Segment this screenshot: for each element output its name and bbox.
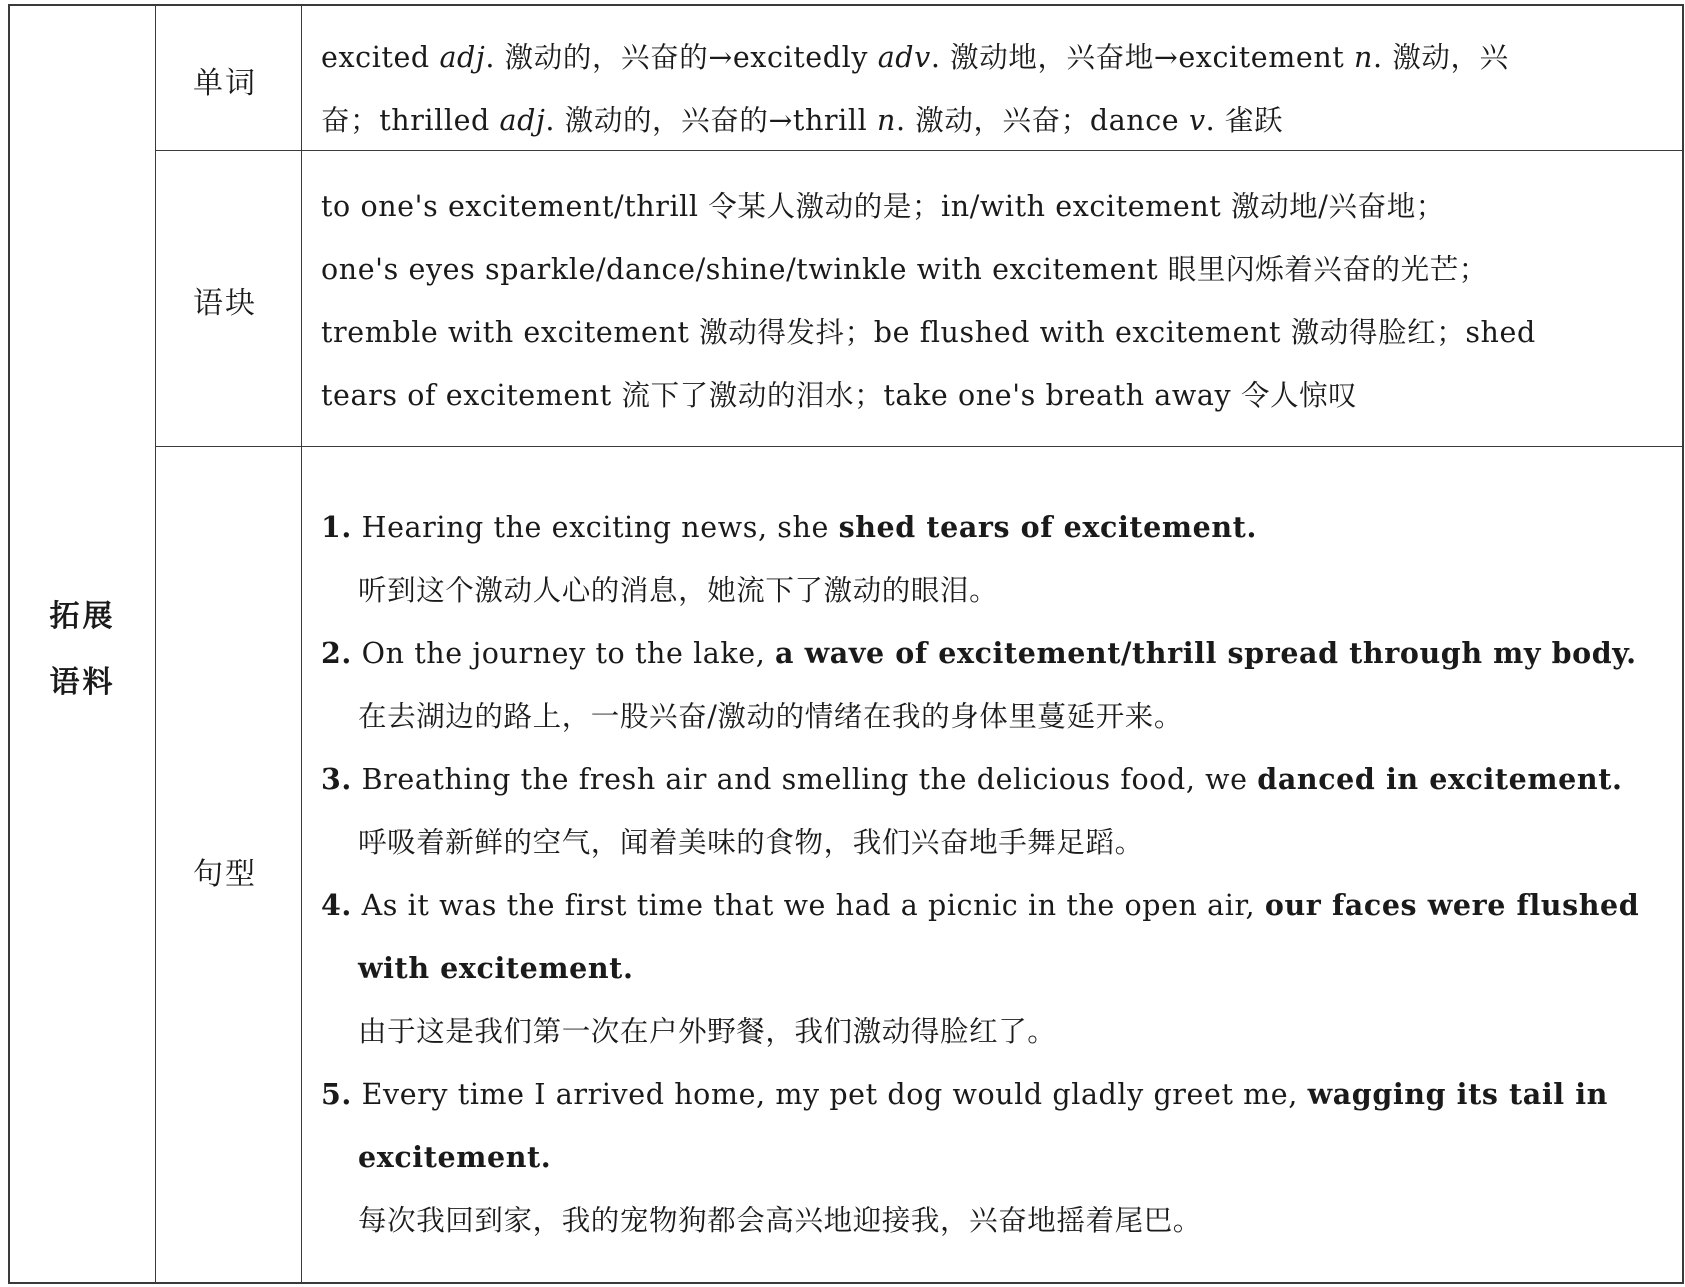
key-expression: danced in excitement.: [1257, 762, 1623, 796]
sentence-chinese: 在去湖边的路上，一股兴奋/激动的情绪在我的身体里蔓延开来。: [358, 700, 1184, 733]
sentence-number: 2.: [321, 636, 352, 670]
sentence-english: 5. Every time I arrived home, my pet dog would gladly greet me, wagging its tail in: [321, 1077, 1608, 1111]
sentence-english: 3. Breathing the fresh air and smelling the delicious food, we danced in excitement.: [321, 762, 1623, 796]
part-of-speech: v: [1188, 104, 1206, 137]
sentences-cell: [321, 496, 1668, 1252]
column-divider: [301, 6, 302, 1282]
part-of-speech: n: [1354, 41, 1373, 74]
key-expression: wagging its tail in: [1307, 1077, 1608, 1111]
sentence-number: 5.: [321, 1077, 352, 1111]
row-label-sentences: 句型: [193, 857, 257, 892]
key-expression: our faces were flushed: [1264, 888, 1640, 922]
row-label-vocab: 单词: [193, 66, 257, 101]
column-divider: [155, 6, 156, 1282]
sentence-english-cont: with excitement.: [358, 951, 634, 985]
chunk-line: tremble with excitement 激动得发抖；be flushed with excitement 激动得脸红；shed: [321, 316, 1536, 349]
vocab-text: . 雀跃: [1205, 104, 1284, 137]
vocab-text: . 激动，兴奋；dance: [895, 104, 1189, 137]
row-label-chunks: 语块: [193, 286, 257, 321]
vocab-text: 奋；thrilled: [321, 104, 500, 137]
sentence-chinese: 由于这是我们第一次在户外野餐，我们激动得脸红了。: [358, 1015, 1057, 1048]
table-frame: [8, 4, 1684, 1284]
sentence-number: 4.: [321, 888, 352, 922]
sentence-chinese: 听到这个激动人心的消息，她流下了激动的眼泪。: [358, 574, 999, 607]
sentence-english: 2. On the journey to the lake, a wave of excitement/thrill spread through my body.: [321, 636, 1637, 670]
part-of-speech: adj: [499, 104, 546, 137]
chunk-line: tears of excitement 流下了激动的泪水；take one's breath away 令人惊叹: [321, 379, 1358, 412]
vocab-text: . 激动地，兴奋地→excitement: [930, 41, 1355, 74]
chunks-cell: [321, 175, 1668, 427]
vocab-line: [321, 89, 1668, 152]
sentence-chinese: 呼吸着新鲜的空气，闻着美味的食物，我们兴奋地手舞足蹈。: [358, 826, 1144, 859]
category-label: 拓展 语料: [49, 599, 116, 700]
sentence-chinese: 每次我回到家，我的宠物狗都会高兴地迎接我，兴奋地摇着尾巴。: [358, 1204, 1202, 1237]
sentence-number: 1.: [321, 510, 352, 544]
part-of-speech: adv: [877, 41, 931, 74]
vocab-text: . 激动，兴: [1373, 41, 1509, 74]
part-of-speech: adj: [439, 41, 486, 74]
row-divider: [155, 446, 1682, 447]
key-expression: shed tears of excitement.: [838, 510, 1257, 544]
vocab-text: . 激动的，兴奋的→excitedly: [485, 41, 878, 74]
vocab-text: excited: [321, 41, 440, 74]
part-of-speech: n: [876, 104, 896, 137]
chunk-line: one's eyes sparkle/dance/shine/twinkle with excitement 眼里闪烁着兴奋的光芒；: [321, 253, 1488, 286]
sentence-number: 3.: [321, 762, 352, 796]
vocab-line: [321, 26, 1668, 89]
sentence-english: 1. Hearing the exciting news, she shed tears of excitement.: [321, 510, 1257, 544]
sentence-english: 4. As it was the first time that we had a picnic in the open air, our faces were flushed: [321, 888, 1640, 922]
sentence-english-cont: excitement.: [358, 1140, 552, 1174]
key-expression: a wave of excitement/thrill spread through my body.: [775, 636, 1637, 670]
vocab-text: . 激动的，兴奋的→thrill: [545, 104, 877, 137]
chunk-line: to one's excitement/thrill 令某人激动的是；in/with excitement 激动地/兴奋地；: [321, 190, 1445, 223]
vocab-cell: [321, 26, 1668, 152]
